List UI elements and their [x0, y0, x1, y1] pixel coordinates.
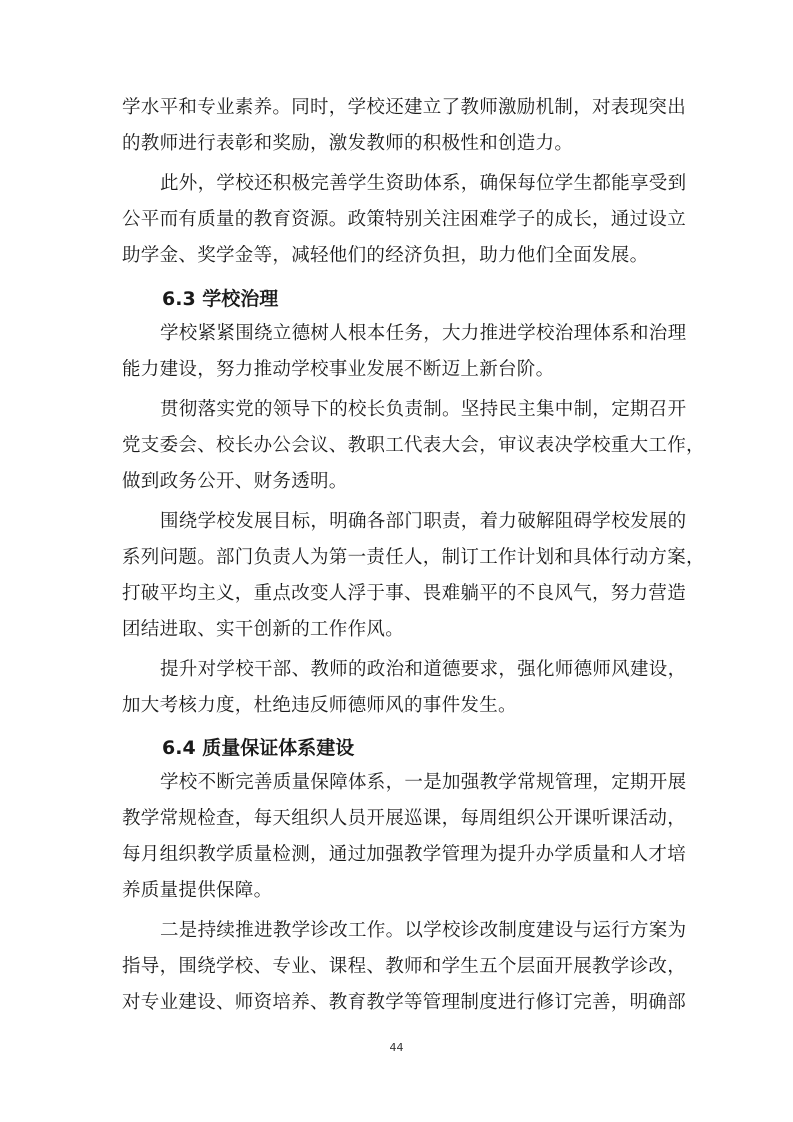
text-line: 打破平均主义，重点改变人浮于事、畏难躺平的不良风气，努力营造	[122, 583, 687, 604]
page-number: 44	[389, 1041, 404, 1054]
text-line: 养质量提供保障。	[122, 880, 273, 901]
text-line: 对专业建设、师资培养、教育教学等管理制度进行修订完善，明确部	[122, 992, 687, 1013]
text-line: 此外，学校还积极完善学生资助体系，确保每位学生都能享受到	[160, 173, 687, 194]
text-line: 助学金、奖学金等，减轻他们的经济负担，助力他们全面发展。	[122, 245, 649, 266]
text-line: 教学常规检查，每天组织人员开展巡课，每周组织公开课听课活动，	[122, 808, 687, 829]
text-line: 团结进取、实干创新的工作作风。	[122, 619, 405, 640]
text-line: 二是持续推进教学诊改工作。以学校诊改制度建设与运行方案为	[160, 920, 687, 941]
text-line: 的教师进行表彰和奖励，激发教师的积极性和创造力。	[122, 133, 574, 154]
text-line: 系列问题。部门负责人为第一责任人，制订工作计划和具体行动方案，	[122, 547, 705, 568]
text-line: 围绕学校发展目标，明确各部门职责，着力破解阻碍学校发展的	[160, 511, 687, 532]
text-line: 每月组织教学质量检测，通过加强教学管理为提升办学质量和人才培	[122, 844, 687, 865]
section-heading: 6.4 质量保证体系建设	[162, 737, 355, 759]
text-line: 加大考核力度，杜绝违反师德师风的事件发生。	[122, 695, 517, 716]
text-line: 指导，围绕学校、专业、课程、教师和学生五个层面开展教学诊改，	[122, 956, 687, 977]
text-line: 提升对学校干部、教师的政治和道德要求，强化师德师风建设，	[160, 659, 687, 680]
text-line: 公平而有质量的教育资源。政策特别关注困难学子的成长，通过设立	[122, 209, 687, 230]
text-line: 贯彻落实党的领导下的校长负责制。坚持民主集中制，定期召开	[160, 399, 687, 420]
section-heading: 6.3 学校治理	[162, 288, 279, 310]
text-line: 学水平和专业素养。同时，学校还建立了教师激励机制，对表现突出	[122, 97, 687, 118]
text-line: 能力建设，努力推动学校事业发展不断迈上新台阶。	[122, 359, 555, 380]
text-line: 学校紧紧围绕立德树人根本任务，大力推进学校治理体系和治理	[160, 323, 687, 344]
text-line: 党支委会、校长办公会议、教职工代表大会，审议表决学校重大工作，	[122, 435, 705, 456]
text-line: 学校不断完善质量保障体系，一是加强教学常规管理，定期开展	[160, 772, 687, 793]
text-line: 做到政务公开、财务透明。	[122, 471, 348, 492]
